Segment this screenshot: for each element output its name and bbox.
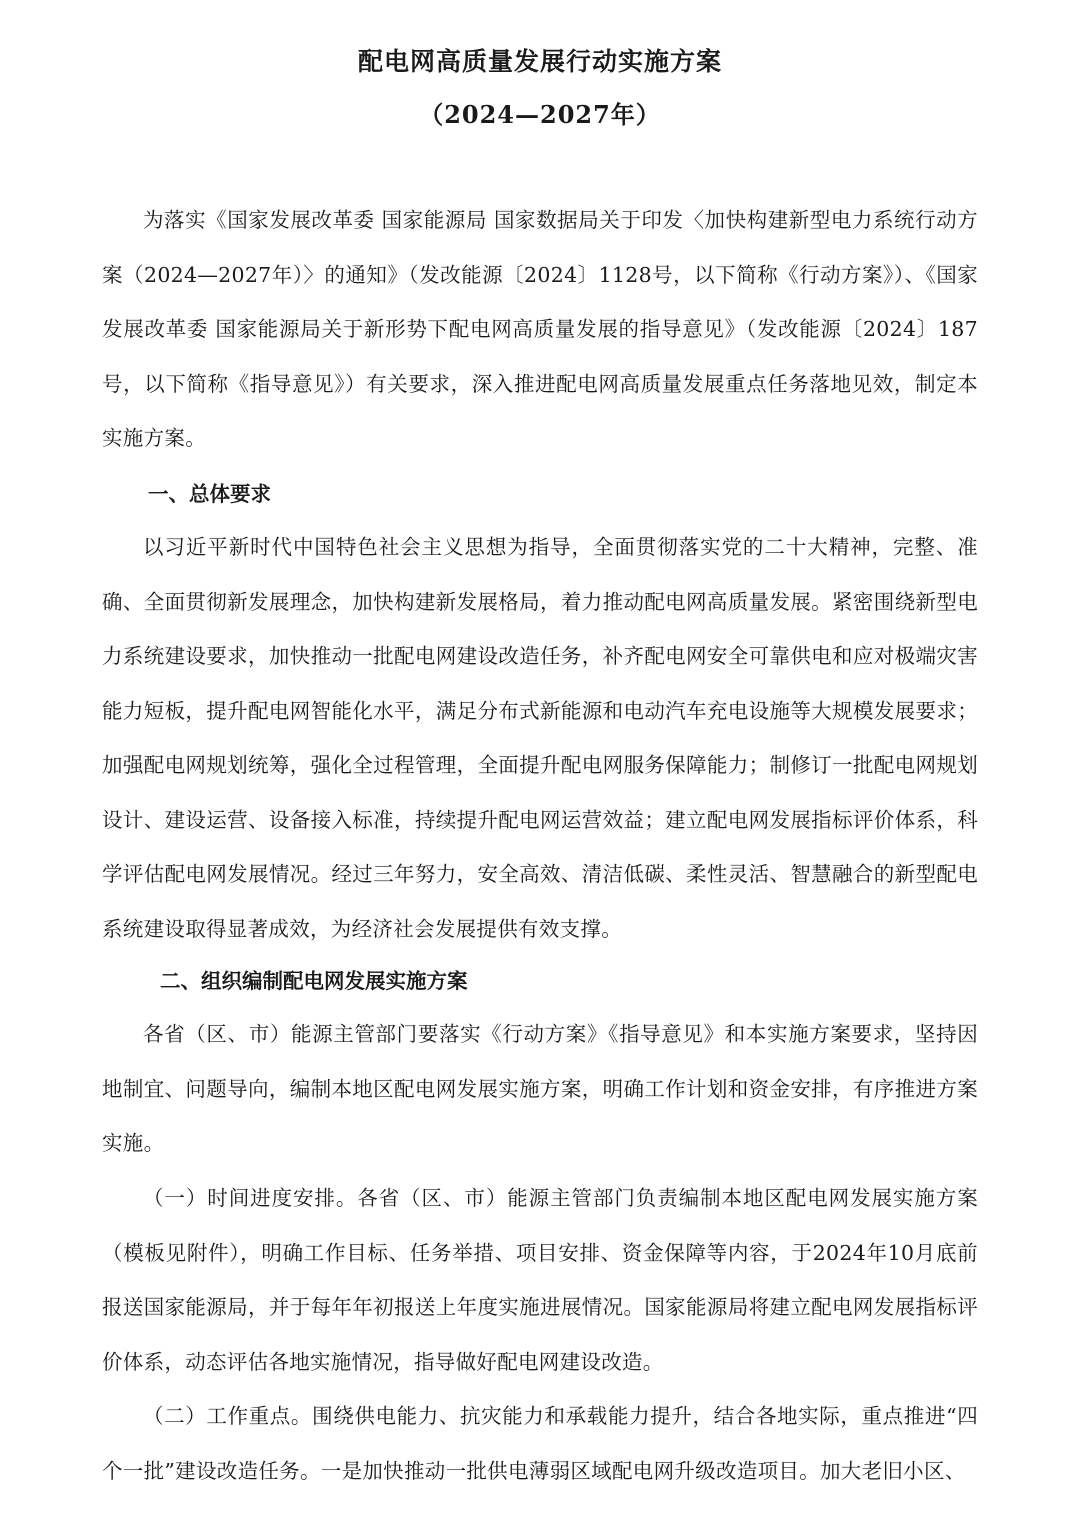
implementation-plan-paragraph: 各省（区、市）能源主管部门要落实《行动方案》《指导意见》和本实施方案要求，坚持因地制宜、问题导向，编制本地区配电网发展实施方案，明确工作计划和资金安排，有序推进方案实施。 (102, 1022, 978, 1155)
key-work-paragraph: （二）工作重点。围绕供电能力、抗灾能力和承载能力提升，结合各地实际，重点推进“四个一批”建设改造任务。一是加快推动一批供电薄弱区域配电网升级改造项目。加大老旧小区、 (102, 1404, 978, 1483)
intro-paragraph: 为落实《国家发展改革委 国家能源局 国家数据局关于印发〈加快构建新型电力系统行动方案（2024—2027年）〉的通知》（发改能源〔2024〕1128号，以下简称《行动方案》）、《国家发展改革委 国家能源局关于新形势下配电网高质量发展的指导意见》（发改能源〔2024〕187号，以下简称《指导意见》）有关要求，深入推进配电网高质量发展重点任务落地见效，制定本实施方案。 (102, 208, 978, 450)
general-requirements-paragraph: 以习近平新时代中国特色社会主义思想为指导，全面贯彻落实党的二十大精神，完整、准确、全面贯彻新发展理念，加快构建新发展格局，着力推动配电网高质量发展。紧密围绕新型电力系统建设要求，加快推动一批配电网建设改造任务，补齐配电网安全可靠供电和应对极端灾害能力短板，提升配电网智能化水平，满足分布式新能源和电动汽车充电设施等大规模发展要求；加强配电网规划统筹，强化全过程管理，全面提升配电网服务保障能力；制修订一批配电网规划设计、建设运营、设备接入标准，持续提升配电网运营效益；建立配电网发展指标评价体系，科学评估配电网发展情况。经过三年努力，安全高效、清洁低碳、柔性灵活、智慧融合的新型配电系统建设取得显著成效，为经济社会发展提供有效支撑。 (102, 535, 978, 941)
document-title: 配电网高质量发展行动实施方案 (357, 47, 722, 76)
section-heading-implementation-plan: 二、组织编制配电网发展实施方案 (160, 969, 468, 993)
document-subtitle: （2024—2027年） (419, 100, 661, 129)
schedule-paragraph: （一）时间进度安排。各省（区、市）能源主管部门负责编制本地区配电网发展实施方案（模板见附件），明确工作目标、任务举措、项目安排、资金保障等内容，于2024年10月底前报送国家能源局，并于每年年初报送上年度实施进展情况。国家能源局将建立配电网发展指标评价体系，动态评估各地实施情况，指导做好配电网建设改造。 (102, 1186, 978, 1374)
section-heading-general-requirements: 一、总体要求 (148, 482, 271, 506)
